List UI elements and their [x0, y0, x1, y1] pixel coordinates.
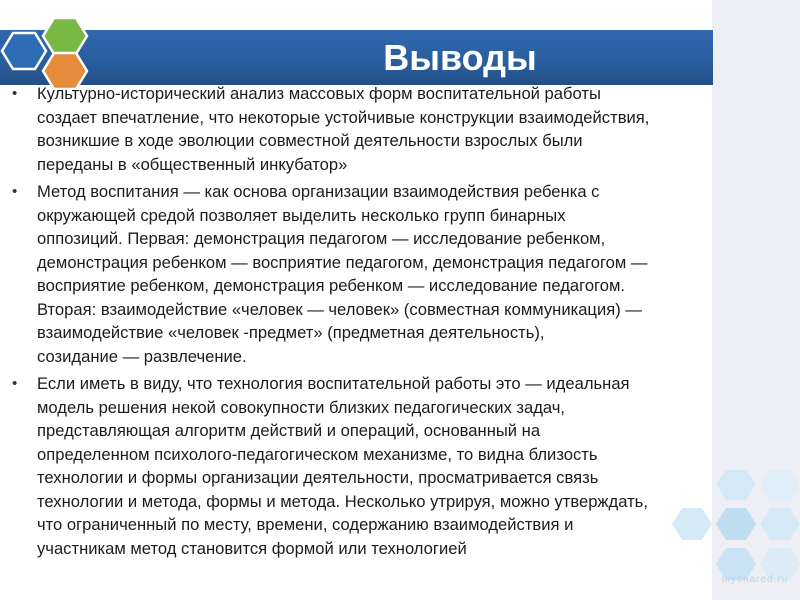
text-line: взаимодействие «человек -предмет» (предметная деятельность), [37, 323, 545, 342]
hexagon-green-icon [43, 18, 87, 54]
corner-hexagon-icon [716, 470, 756, 500]
corner-hexagon-icon [716, 508, 756, 540]
text-line: Метод воспитания — как основа организации взаимодействия ребенка с [37, 182, 600, 201]
bullet-icon: • [12, 85, 18, 102]
text-line: Если иметь в виду, что технология воспитательной работы это — идеальная [37, 374, 630, 393]
bullet-item [12, 180, 782, 368]
text-line: оппозиций. Первая: демонстрация педагогом — исследование ребенком, [37, 229, 606, 248]
text-line: создает впечатление, что некоторые устойчивые конструкции взаимодействия, [37, 107, 650, 127]
text-line: демонстрация ребенком — восприятие педагогом, демонстрация педагогом — [37, 252, 648, 272]
watermark-text: myshared.ru [721, 574, 789, 585]
hexagon-blue-icon [2, 33, 46, 69]
bullet-icon: • [12, 375, 18, 392]
corner-hexagon-icon [760, 508, 800, 540]
text-line: технологии и формы организации деятельности, просматривается связь [37, 468, 599, 487]
bullet-item [12, 372, 782, 560]
bullet-list [12, 82, 782, 564]
text-line: созидание — развлечение. [37, 346, 247, 366]
text-line: возникшие в ходе эволюции совместной деятельности взрослых были [37, 131, 583, 150]
text-line: участникам метод становится формой или технологией [37, 538, 467, 558]
bullet-icon: • [12, 183, 18, 200]
corner-hexagon-icon [760, 470, 800, 500]
text-line: модель решения некой совокупности близких педагогических задач, [37, 397, 566, 417]
text-line: определенном психолого-педагогическом механизме, то видна близость [37, 444, 598, 464]
text-line: переданы в «общественный инкубатор» [37, 154, 348, 174]
text-line: окружающей средой позволяет выделить несколько групп бинарных [37, 205, 566, 225]
text-line: представляющая алгоритм действий и операций, основанный на [37, 421, 541, 440]
text-line: восприятие ребенком, демонстрация ребенком — исследование педагогом. [37, 276, 625, 295]
corner-hexagon-icon [672, 508, 712, 540]
text-line: Вторая: взаимодействие «человек — человек» (совместная коммуникация) — [37, 299, 642, 319]
text-line: технологии и метода, формы и метода. Несколько утрируя, можно утверждать, [37, 491, 648, 511]
bullet-item [12, 82, 782, 176]
slide-title: Выводы [383, 37, 537, 78]
text-line: что ограниченный по месту, времени, содержанию взаимодействия и [37, 515, 574, 534]
text-line: Культурно-исторический анализ массовых форм воспитательной работы [37, 84, 601, 103]
